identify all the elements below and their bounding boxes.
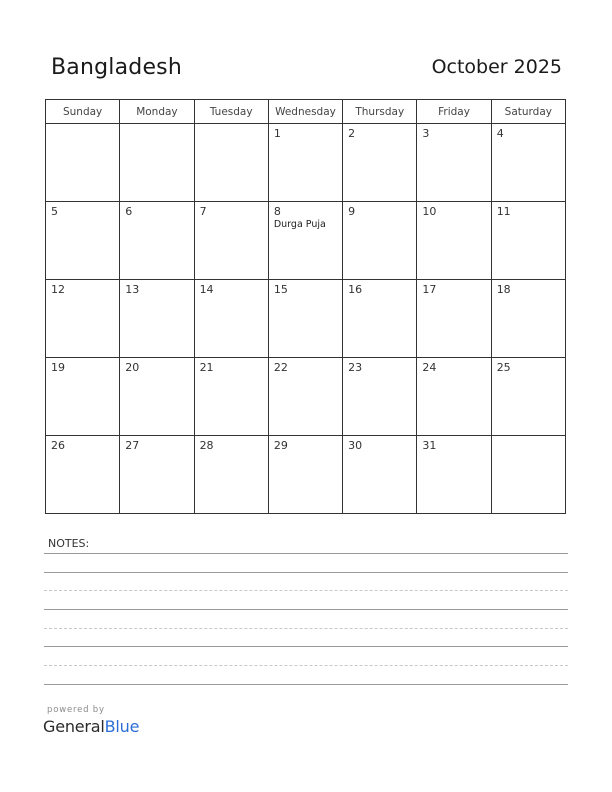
- day-cell: [194, 358, 268, 436]
- day-number: 1: [273, 127, 281, 140]
- day-cell: [491, 358, 565, 436]
- note-line: [44, 684, 568, 685]
- day-number: 2: [348, 127, 356, 140]
- note-line: [44, 646, 568, 647]
- week-row: [46, 358, 566, 436]
- day-cell: [194, 436, 268, 514]
- generalblue-logo: [43, 717, 139, 736]
- day-cell: [417, 358, 491, 436]
- day-cell: [417, 124, 491, 202]
- day-cell: [491, 280, 565, 358]
- day-number: 15: [273, 283, 288, 296]
- day-number: 4: [496, 127, 504, 140]
- day-number: 8: [273, 205, 281, 218]
- week-row: [46, 202, 566, 280]
- day-cell: [46, 436, 120, 514]
- day-number: 24: [422, 361, 437, 374]
- brand-part-blue: Blue: [104, 717, 140, 736]
- notes-label: NOTES:: [48, 537, 90, 550]
- weekday-header-row: [46, 100, 566, 124]
- weekday-saturday: Saturday: [491, 100, 565, 124]
- country-title: Bangladesh: [51, 55, 182, 80]
- day-number: [195, 124, 268, 127]
- day-cell: [417, 280, 491, 358]
- day-number: [46, 124, 119, 127]
- day-cell: [194, 280, 268, 358]
- day-cell: [417, 202, 491, 280]
- day-cell: [46, 202, 120, 280]
- day-number: 6: [125, 205, 133, 218]
- holiday-label: Durga Puja: [273, 219, 326, 230]
- day-number: 21: [199, 361, 214, 374]
- day-number: 3: [422, 127, 430, 140]
- weekday-monday: Monday: [120, 100, 194, 124]
- day-cell: [120, 358, 194, 436]
- day-number: 18: [496, 283, 511, 296]
- week-row: [46, 280, 566, 358]
- note-line: [44, 572, 568, 573]
- day-cell: [268, 358, 342, 436]
- day-cell: [343, 280, 417, 358]
- note-line: [44, 628, 568, 629]
- day-cell: [120, 280, 194, 358]
- note-line: [44, 590, 568, 591]
- day-cell: [120, 124, 194, 202]
- day-cell: [491, 124, 565, 202]
- day-number: 7: [199, 205, 207, 218]
- day-cell: [417, 436, 491, 514]
- day-number: 25: [496, 361, 511, 374]
- weekday-thursday: Thursday: [343, 100, 417, 124]
- day-cell: [194, 202, 268, 280]
- day-number: 27: [125, 439, 140, 452]
- day-number: 23: [348, 361, 363, 374]
- day-number: 13: [125, 283, 140, 296]
- day-cell: [491, 202, 565, 280]
- day-cell: [46, 358, 120, 436]
- day-number: 11: [496, 205, 511, 218]
- note-line: [44, 553, 568, 554]
- note-line: [44, 665, 568, 666]
- day-number: 19: [51, 361, 65, 374]
- day-number: 28: [199, 439, 214, 452]
- day-number: [492, 436, 565, 439]
- day-cell: [120, 436, 194, 514]
- month-year-title: October 2025: [431, 56, 562, 78]
- day-cell: [268, 124, 342, 202]
- day-number: 14: [199, 283, 214, 296]
- day-cell: [268, 436, 342, 514]
- day-number: 10: [422, 205, 437, 218]
- day-number: 17: [422, 283, 437, 296]
- day-number: 29: [273, 439, 288, 452]
- note-line: [44, 609, 568, 610]
- day-number: 31: [422, 439, 437, 452]
- week-row: [46, 436, 566, 514]
- day-cell: [343, 124, 417, 202]
- day-number: 5: [51, 205, 58, 218]
- day-number: 26: [51, 439, 65, 452]
- day-number: 22: [273, 361, 288, 374]
- weekday-friday: Friday: [417, 100, 491, 124]
- weekday-sunday: Sunday: [46, 100, 120, 124]
- day-number: 30: [348, 439, 363, 452]
- day-cell: [46, 280, 120, 358]
- calendar-grid: [45, 99, 566, 514]
- day-cell: [491, 436, 565, 514]
- day-number: 20: [125, 361, 140, 374]
- day-cell: [268, 280, 342, 358]
- day-cell: [343, 202, 417, 280]
- day-cell: [194, 124, 268, 202]
- powered-by-text: powered by: [47, 705, 105, 715]
- weekday-wednesday: Wednesday: [268, 100, 342, 124]
- day-cell: [268, 202, 342, 280]
- day-number: 16: [348, 283, 363, 296]
- day-cell: [343, 436, 417, 514]
- weekday-tuesday: Tuesday: [194, 100, 268, 124]
- week-row: [46, 124, 566, 202]
- day-cell: [343, 358, 417, 436]
- day-cell: [120, 202, 194, 280]
- day-number: 12: [51, 283, 65, 296]
- day-number: [120, 124, 193, 127]
- day-cell: [46, 124, 120, 202]
- brand-part-general: General: [43, 717, 105, 736]
- day-number: 9: [348, 205, 356, 218]
